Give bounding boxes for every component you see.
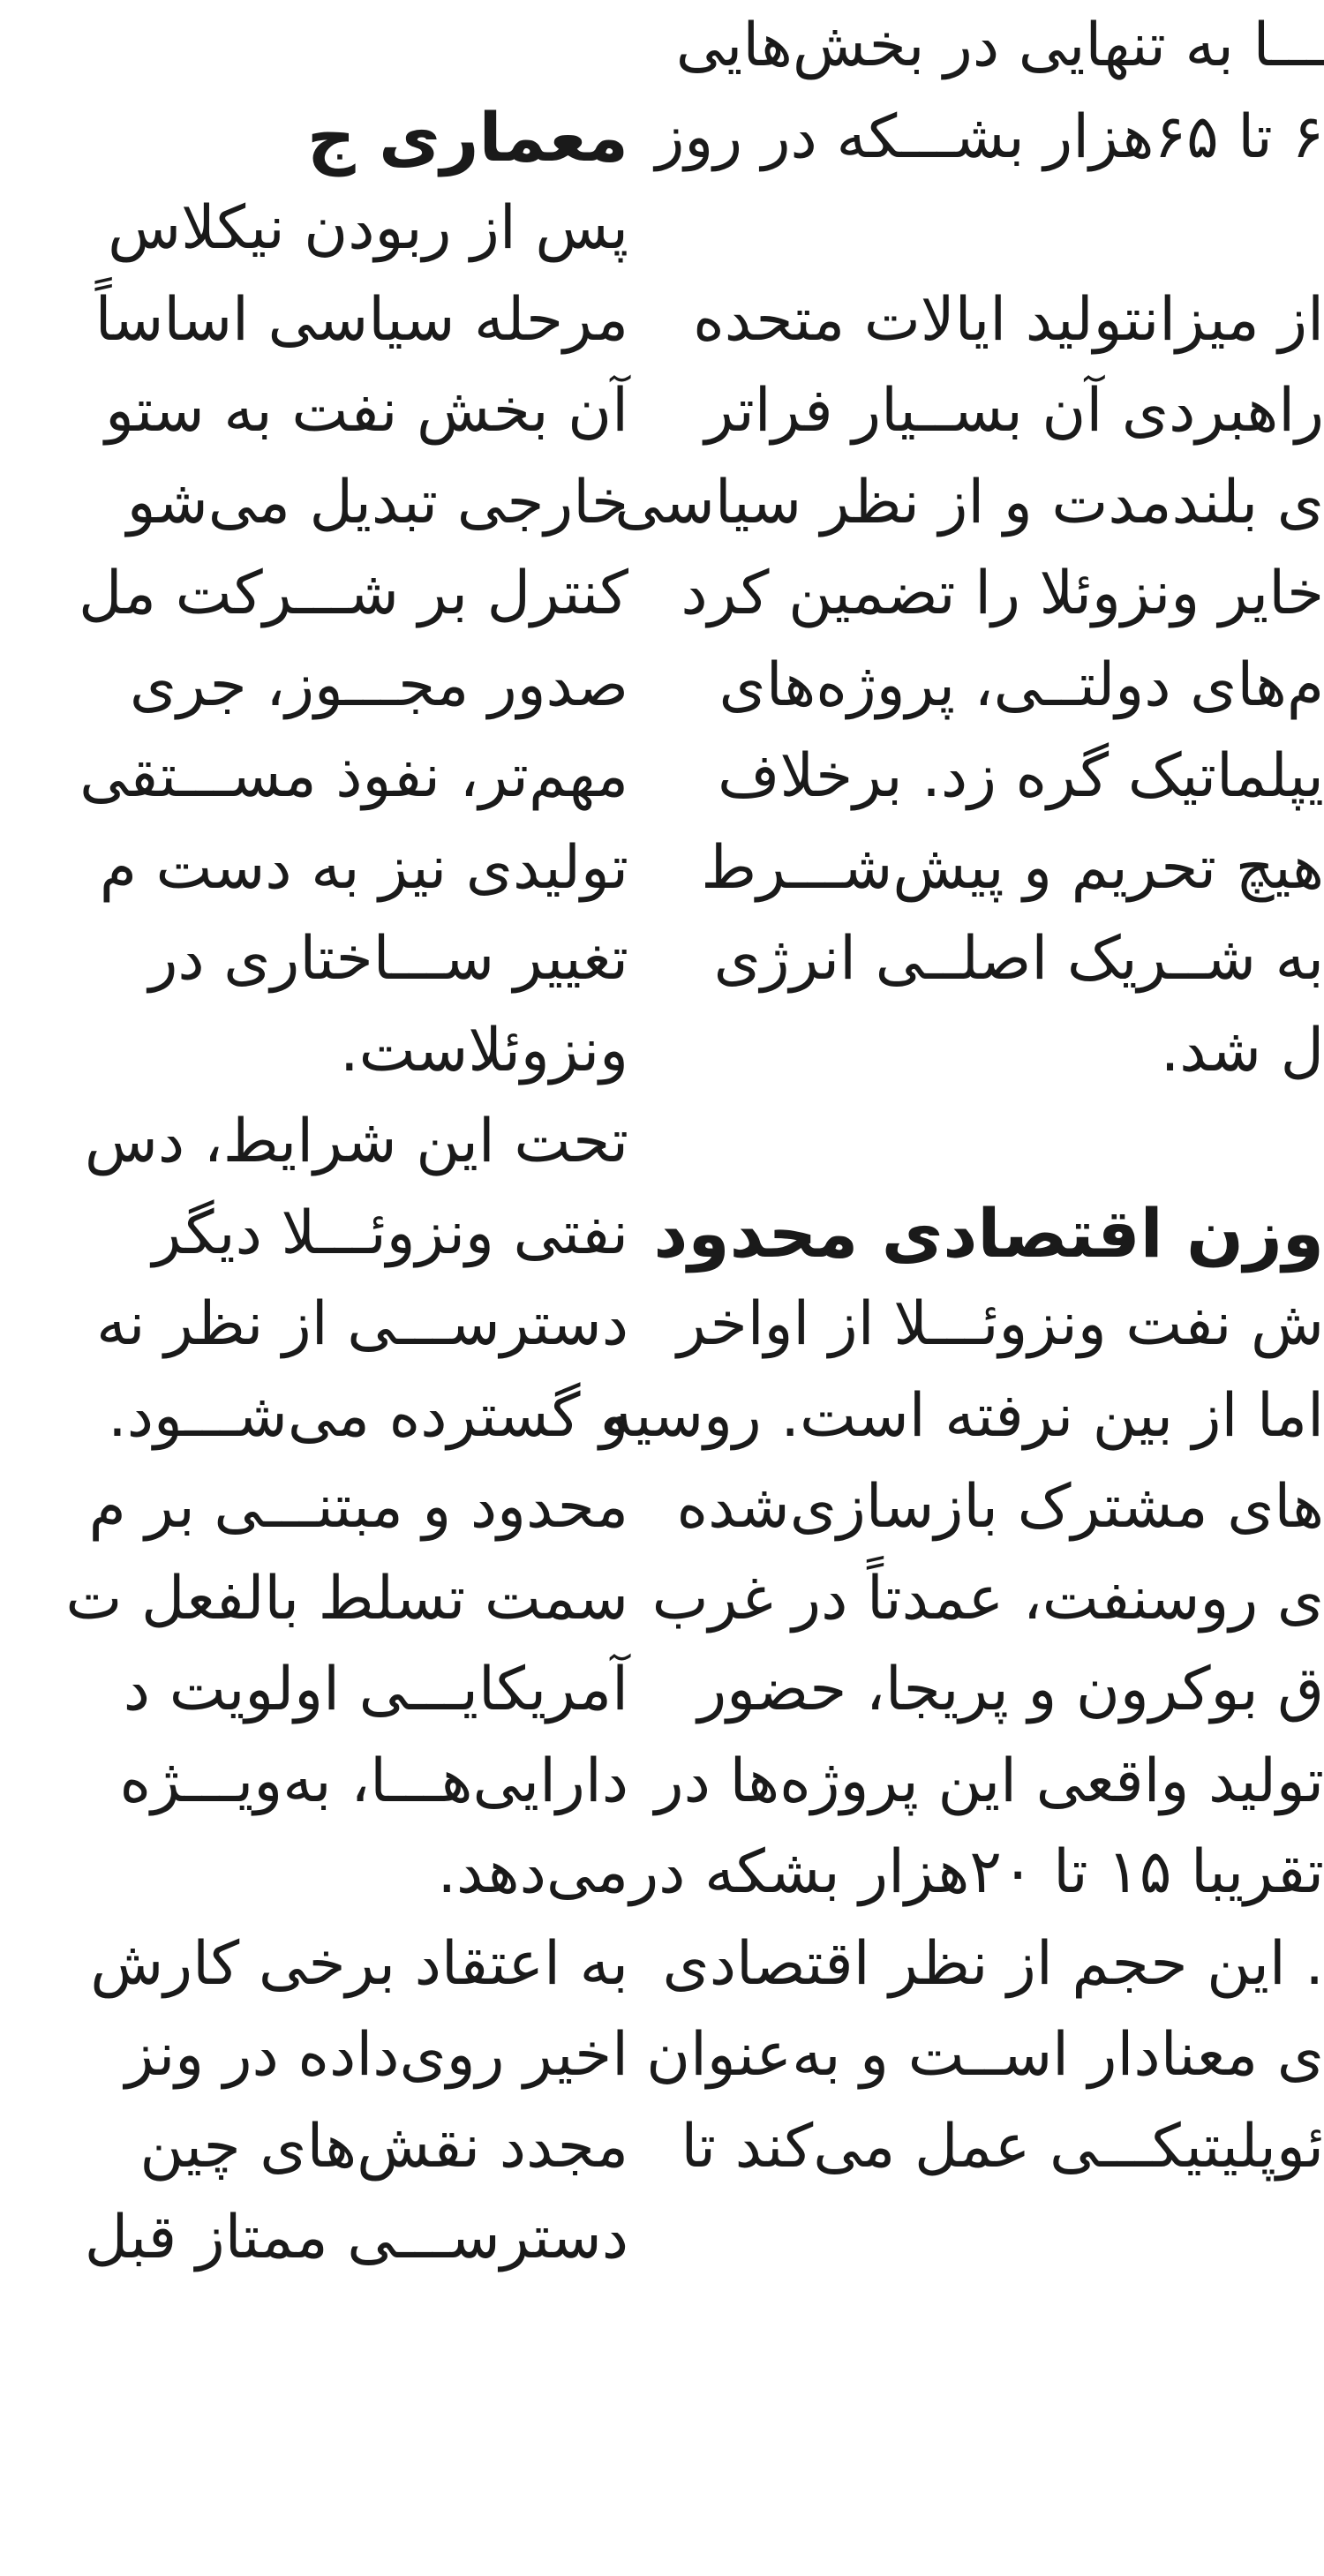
text-line: ی روسنفت، عمدتاً در غرب [651,1563,1324,1633]
text-line: خارجی تبدیل می‌شو [126,467,628,537]
text-line: یپلماتیک گره زد. برخلاف [718,741,1324,811]
text-line: اما از بین نرفته است. روسیه [603,1380,1324,1451]
text-line: کنترل بر شـــرکت مل [79,559,628,628]
text-line: به شــریک اصلــی انرژی [713,924,1324,994]
text-line: از میزانتولید ایالات متحده [693,284,1324,355]
text-line: محدود و مبتنـــی بر م [88,1472,628,1542]
text-line: ق بوکرون و پریجا، حضور [697,1655,1324,1724]
text-line: تحت این شرایط، دس [84,1107,628,1176]
text-line: آمریکایـــی اولویت د [123,1655,628,1724]
text-line: ی بلندمدت و از نظر سیاسی [614,467,1324,537]
text-line: . این حجم از نظر اقتصادی [662,1928,1324,1999]
text-line: پس از ربودن نیکلاس [108,193,628,263]
right-column [603,0,1324,2192]
text-line: اخیر روی‌داده در ونز [124,2020,628,2090]
text-line: ل شد. [1160,1015,1324,1085]
section-heading: معماری ج [306,97,628,176]
text-line: می‌دهد. [437,1837,628,1907]
paragraph-gap [680,183,1324,274]
text-line: تولید واقعی این پروژه‌ها در [654,1746,1324,1816]
section-heading: وزن اقتصادی محدود [653,1193,1324,1273]
text-line: راهبردی آن بســیار فراتر [704,376,1324,446]
paragraph-gap [680,1096,1324,1188]
text-line: تغییر ســـاختاری در [148,924,628,994]
text-line: نفتی ونزوئـــلا دیگر [152,1198,628,1268]
text-line: خایر ونزوئلا را تضمین کرد [681,559,1324,628]
text-line: مهم‌تر، نفوذ مســـتقی [79,741,628,811]
text-line: و گسترده می‌شـــود. [108,1380,628,1451]
text-line: دارایی‌هـــا، به‌ویـــژه [119,1746,628,1816]
text-line: ونزوئلاست. [340,1015,628,1085]
text-line: های مشترک بازسازی‌شده [676,1472,1324,1542]
text-line: ۶ تا ۶۵هزار بشـــکه در روز [655,101,1324,172]
text-line: به اعتقاد برخی کارش [90,1928,628,1999]
left-column [0,0,628,2284]
text-line: هیچ تحریم و پیش‌شـــرط [701,832,1324,903]
text-line: م‌های دولتــی، پروژه‌های [718,650,1324,720]
text-line: دسترســـی ممتاز قبل [84,2203,628,2272]
text-line: تقریبا ۱۵ تا ۲۰هزار بشکه در [629,1837,1324,1907]
text-line: ئوپلیتیکـــی عمل می‌کند تا [681,2111,1324,2182]
text-line: دسترســـی از نظر نه [96,1289,628,1359]
text-line: صدور مجـــوز، جری [129,650,628,720]
text-line: ش نفت ونزوئـــلا از اواخر [677,1289,1324,1359]
text-line: تولیدی نیز به دست م [99,832,628,903]
text-line: ـــا به تنهایی در بخش‌هایی [675,11,1324,80]
text-line: ی معنادار اســت و به‌عنوان [646,2020,1324,2090]
text-line: سمت تسلط بالفعل ت [65,1563,628,1633]
text-line: آن بخش نفت به ستو [105,376,628,446]
text-line: مرحله سیاسی اساساً [94,284,628,355]
paragraph-gap [0,0,628,92]
text-line: مجدد نقش‌های چین [139,2111,628,2182]
